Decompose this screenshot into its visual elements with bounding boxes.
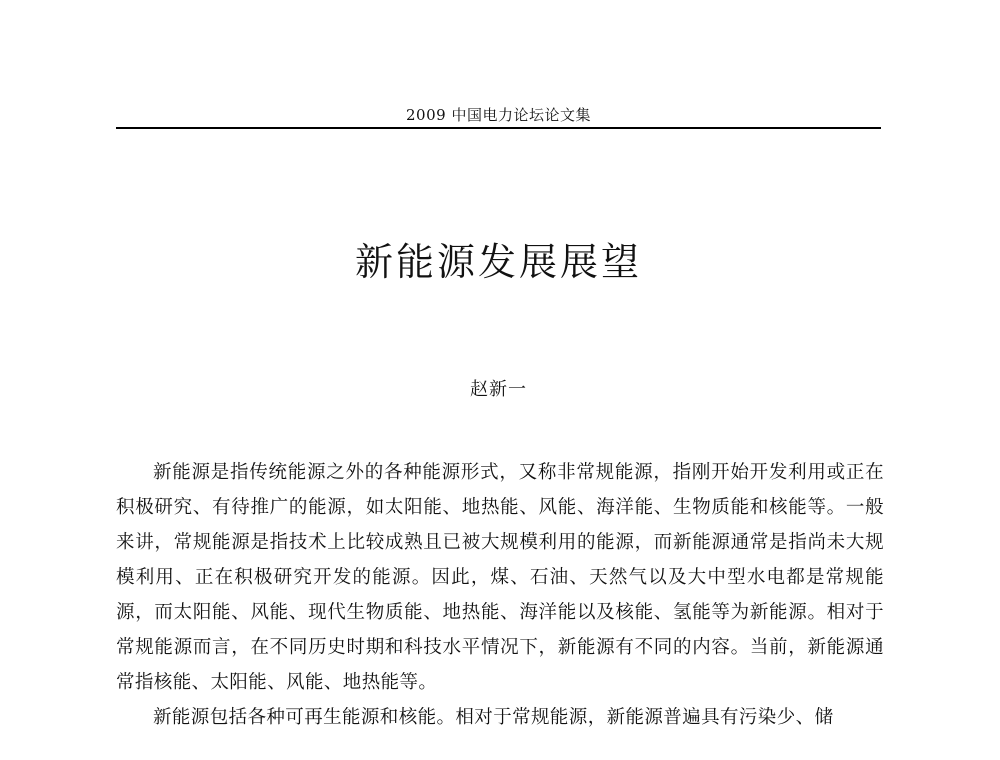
- paragraph: 新能源包括各种可再生能源和核能。相对于常规能源，新能源普遍具有污染少、储: [153, 707, 834, 728]
- author-name: 赵新一: [470, 379, 527, 400]
- document-title: 新能源发展展望: [354, 240, 642, 284]
- header-rule: [116, 127, 881, 129]
- running-header: 2009 中国电力论坛论文集: [406, 106, 591, 124]
- body-text: [116, 455, 884, 735]
- paragraph: 新能源是指传统能源之外的各种能源形式，又称非常规能源，指刚开始开发利用或正在积极研究、有待推广的能源，如太阳能、地热能、风能、海洋能、生物质能和核能等。一般来讲，常规能源是指技术上比较成熟且已被大规模利用的能源，而新能源通常是指尚未大规模利用、正在积极研究开发的能源。因此，煤、石油、天然气以及大中型水电都是常规能源，而太阳能、风能、现代生物质能、地热能、海洋能以及核能、氢能等为新能源。相对于常规能源而言，在不同历史时期和科技水平情况下，新能源有不同的内容。当前，新能源通常指核能、太阳能、风能、地热能等。: [116, 462, 884, 693]
